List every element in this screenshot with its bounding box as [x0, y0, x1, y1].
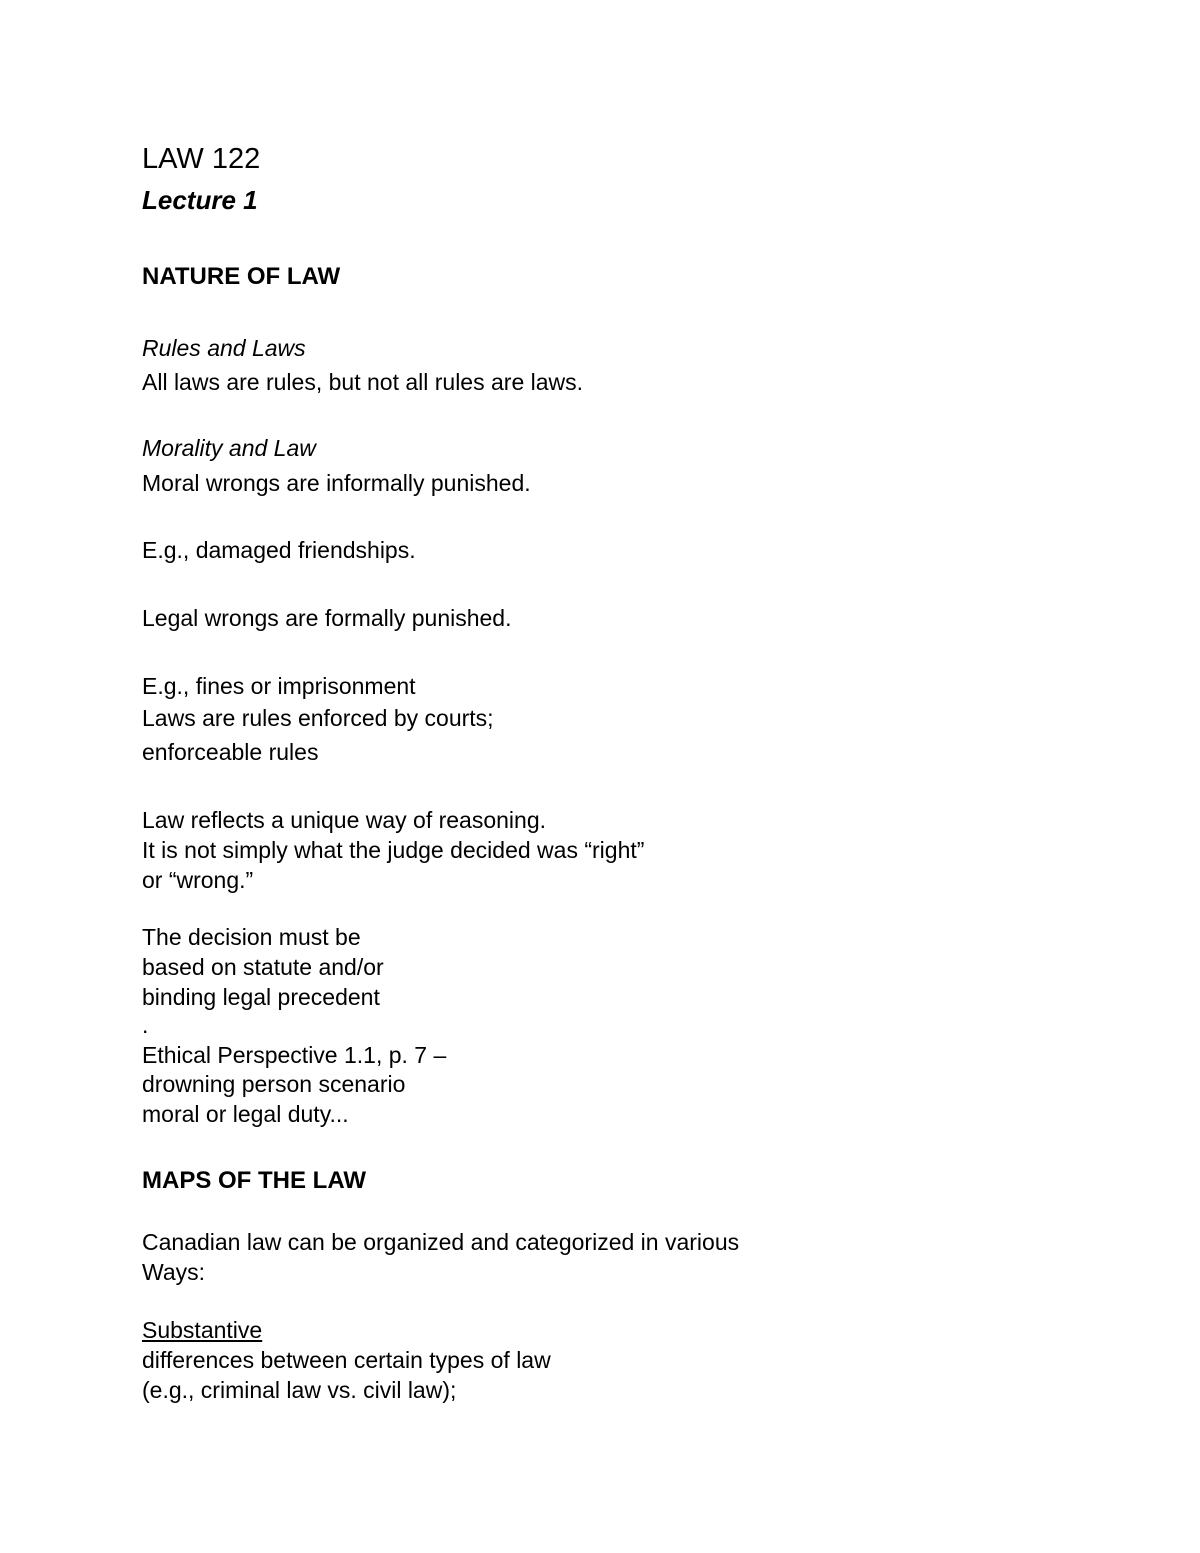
example-line: E.g., fines or imprisonment: [142, 673, 416, 699]
body-line: moral or legal duty...: [142, 1101, 349, 1127]
subheading-substantive: Substantive: [142, 1317, 263, 1343]
body-line: All laws are rules, but not all rules are laws.: [142, 369, 584, 395]
body-line: (e.g., criminal law vs. civil law);: [142, 1377, 457, 1403]
course-title: LAW 122: [142, 143, 261, 175]
body-line: binding legal precedent: [142, 984, 380, 1010]
body-line: drowning person scenario: [142, 1071, 406, 1097]
body-line: or “wrong.”: [142, 867, 254, 893]
body-line: based on statute and/or: [142, 954, 384, 980]
body-line: Canadian law can be organized and categorized in various: [142, 1229, 740, 1255]
body-line: Legal wrongs are formally punished.: [142, 605, 512, 631]
body-line: Moral wrongs are informally punished.: [142, 470, 531, 496]
subheading-rules-and-laws: Rules and Laws: [142, 335, 306, 361]
body-line: Ways:: [142, 1259, 206, 1285]
body-line: enforceable rules: [142, 739, 319, 765]
body-line: The decision must be: [142, 924, 361, 950]
section-heading-maps-of-the-law: MAPS OF THE LAW: [142, 1167, 366, 1194]
body-line: differences between certain types of law: [142, 1347, 551, 1373]
subheading-morality-and-law: Morality and Law: [142, 435, 316, 461]
example-line: E.g., damaged friendships.: [142, 537, 416, 563]
body-line: Laws are rules enforced by courts;: [142, 705, 494, 731]
body-line: Ethical Perspective 1.1, p. 7 –: [142, 1042, 447, 1068]
body-line: Law reflects a unique way of reasoning.: [142, 807, 547, 833]
body-line: .: [142, 1012, 149, 1038]
body-line: It is not simply what the judge decided was “right”: [142, 837, 645, 863]
lecture-label: Lecture 1: [142, 185, 258, 215]
section-heading-nature-of-law: NATURE OF LAW: [142, 263, 341, 290]
